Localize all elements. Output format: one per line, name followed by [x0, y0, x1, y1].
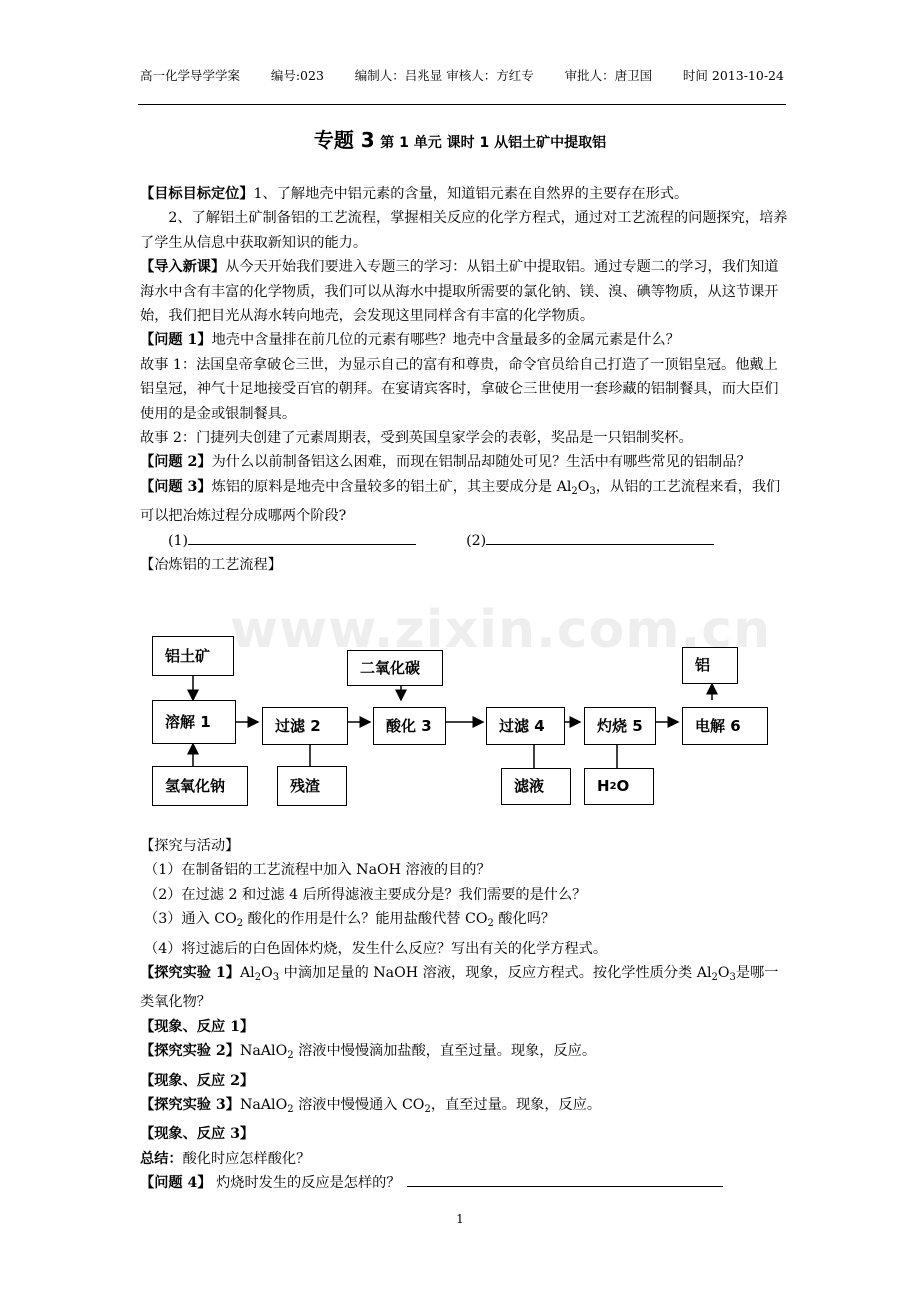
activity-section — [140, 834, 790, 1196]
exp1-c: 是哪一类氧化物？ — [140, 965, 779, 1011]
item3-c: 酸化吗？ — [493, 911, 556, 928]
q4-text: 灼烧时发生的反应是怎样的？ — [211, 1175, 401, 1192]
fill-2-label: (2) — [466, 532, 487, 549]
fill-in-row — [140, 529, 790, 553]
q4-label: 【问题 4】 — [140, 1175, 212, 1192]
q3-sub-3: 3 — [589, 485, 596, 497]
box-bauxite: 铝土矿 — [152, 636, 234, 676]
story-2: 故事 2：门捷列夫创建了元素周期表，受到英国皇家学会的表彰，奖品是一只铝制奖杯。 — [140, 430, 693, 447]
exp1-a: Al — [239, 965, 255, 982]
header-divider — [138, 104, 786, 105]
water-h: H — [597, 777, 610, 795]
question-1 — [140, 328, 790, 352]
q3-text-a: 炼铝的原料是地壳中含量较多的铝土矿，其主要成分是 Al — [211, 478, 572, 495]
q3-label: 【问题 3】 — [140, 478, 212, 495]
header-editor: 编制人：吕兆显 审核人：方红专 — [354, 68, 534, 83]
box-residue: 残渣 — [277, 766, 347, 806]
exp2-b: 溶液中慢慢滴加盐酸，直至过量。现象，反应。 — [293, 1043, 597, 1060]
experiment-1 — [140, 961, 790, 1015]
q3-text-b: ，从铝的工艺流程来看，我们可以把冶炼过程分成哪两个阶段? — [140, 478, 781, 525]
box-electrolysis: 电解 6 — [682, 707, 768, 745]
q2-text: 为什么以前制备铝这么困难，而现在铝制品却随处可见？生活中有哪些常见的铝制品？ — [211, 454, 751, 471]
q2-label: 【问题 2】 — [140, 454, 212, 471]
question-2 — [140, 450, 790, 474]
exp3-label: 【探究实验 3】 — [140, 1097, 240, 1114]
exp3-sub2: 2 — [424, 1104, 431, 1116]
exp3-b: 溶液中慢慢通入 CO — [293, 1097, 425, 1114]
box-co2: 二氧化碳 — [347, 650, 443, 686]
question-3 — [140, 475, 790, 529]
exp1-label: 【探究实验 1】 — [140, 965, 240, 982]
process-label: 【冶炼铝的工艺流程】 — [140, 557, 282, 574]
intro-paragraph — [140, 255, 790, 328]
q3-o: O — [577, 478, 590, 495]
activity-item-1: （1）在制备铝的工艺流程中加入 NaOH 溶液的目的？ — [144, 862, 491, 879]
header-number: 编号:023 — [270, 68, 324, 83]
box-water — [584, 768, 654, 805]
goal-label: 【目标目标定位】 — [140, 186, 254, 202]
summary — [140, 1147, 790, 1171]
exp1-sub3b: 3 — [729, 972, 736, 984]
box-filter4: 过滤 4 — [486, 707, 565, 745]
fill-2-blank[interactable] — [486, 530, 714, 545]
exp3-sub: 2 — [287, 1104, 294, 1116]
experiment-3 — [140, 1093, 790, 1122]
activity-label: 【探究与活动】 — [140, 838, 240, 854]
title-rest: 第 1 单元 课时 1 从铝土矿中提取铝 — [380, 135, 607, 151]
box-dissolve: 溶解 1 — [152, 700, 236, 744]
activity-item-4: （4）将过滤后的白色固体灼烧，发生什么反应？写出有关的化学方程式。 — [144, 940, 608, 957]
result-2: 【现象、反应 2】 — [140, 1072, 255, 1089]
exp1-sub2b: 2 — [711, 972, 718, 984]
exp1-sub3: 3 — [272, 972, 280, 984]
question-4 — [140, 1171, 790, 1195]
fill-1-label: (1) — [168, 532, 189, 549]
header-date: 时间 2013-10-24 — [682, 68, 784, 83]
fill-1-blank[interactable] — [188, 530, 416, 545]
result-3: 【现象、反应 3】 — [140, 1126, 255, 1143]
header-course: 高一化学导学学案 — [140, 68, 241, 83]
q1-text: 地壳中含量排在前几位的元素有哪些？地壳中含量最多的金属元素是什么？ — [211, 332, 680, 349]
box-acidify: 酸化 3 — [373, 707, 446, 745]
box-aluminum: 铝 — [682, 647, 738, 684]
intro-text: 从今天开始我们要进入专题三的学习：从铝土矿中提取铝。通过专题二的学习，我们知道海水中含有丰富的化学物质，我们可以从海水中提取所需要的氯化钠、镁、溴、碘等物质，从这节课开始，我们把目光从海水转向地壳，会发现这里同样含有丰富的化学物质。 — [140, 259, 779, 325]
exp2-sub: 2 — [287, 1050, 294, 1062]
goal-paragraph — [140, 182, 790, 206]
box-filtrate: 滤液 — [501, 768, 571, 805]
result-1: 【现象、反应 1】 — [140, 1018, 255, 1035]
q4-answer-blank[interactable] — [407, 1172, 723, 1187]
water-sub: 2 — [609, 780, 617, 792]
activity-item-2: （2）在过滤 2 和过滤 4 后所得滤液主要成分是？我们需要的是什么？ — [144, 886, 587, 903]
q1-label: 【问题 1】 — [140, 332, 212, 349]
summary-text: 酸化时应怎样酸化？ — [182, 1150, 311, 1167]
experiment-2 — [140, 1039, 790, 1068]
activity-item-3 — [140, 907, 790, 936]
q3-sub-2: 2 — [571, 485, 578, 497]
page-title — [0, 124, 920, 153]
box-filter2: 过滤 2 — [262, 707, 348, 745]
exp2-a: NaAlO — [239, 1043, 288, 1060]
box-naoh: 氢氧化钠 — [152, 766, 248, 806]
summary-label: 总结： — [140, 1150, 183, 1167]
item3-sub2: 2 — [487, 918, 494, 930]
exp3-c: ，直至过量。现象，反应。 — [430, 1097, 602, 1114]
water-o: O — [616, 777, 630, 795]
intro-label: 【导入新课】 — [140, 259, 226, 276]
title-main: 专题 3 — [313, 128, 375, 152]
exp1-b: 中滴加足量的 NaOH 溶液，现象，反应方程式。按化学性质分类 Al — [279, 965, 712, 982]
document-header — [140, 66, 784, 84]
goal-2: 2、了解铝土矿制备铝的工艺流程，掌握相关反应的化学方程式，通过对工艺流程的问题探究，培养了学生从信息中获取新知识的能力。 — [140, 210, 788, 251]
exp1-o: O — [261, 965, 273, 982]
header-approver: 审批人：唐卫国 — [564, 68, 653, 83]
exp1-sub2: 2 — [254, 972, 262, 984]
main-content — [140, 182, 790, 578]
exp2-label: 【探究实验 2】 — [140, 1043, 240, 1060]
goal-1: 1、了解地壳中铝元素的含量，知道铝元素在自然界的主要存在形式。 — [253, 186, 689, 202]
item3-b: 酸化的作用是什么？能用盐酸代替 CO — [243, 911, 488, 928]
watermark: www.zixin.com.cn — [230, 600, 772, 660]
page-number: 1 — [456, 1212, 464, 1226]
item3-a: （3）通入 CO — [144, 911, 237, 928]
item3-sub: 2 — [236, 918, 244, 930]
exp1-ob: O — [717, 965, 730, 982]
story-1: 故事 1：法国皇帝拿破仑三世，为显示自己的富有和尊贵，命令官员给自己打造了一顶铝皇冠。他戴上铝皇冠，神气十足地接受百官的朝拜。在宴请宾客时，拿破仑三世使用一套珍藏的铝制餐具，而大臣们使用的是金或银制餐具。 — [140, 356, 779, 422]
box-calcine: 灼烧 5 — [584, 707, 656, 745]
exp3-a: NaAlO — [239, 1097, 288, 1114]
